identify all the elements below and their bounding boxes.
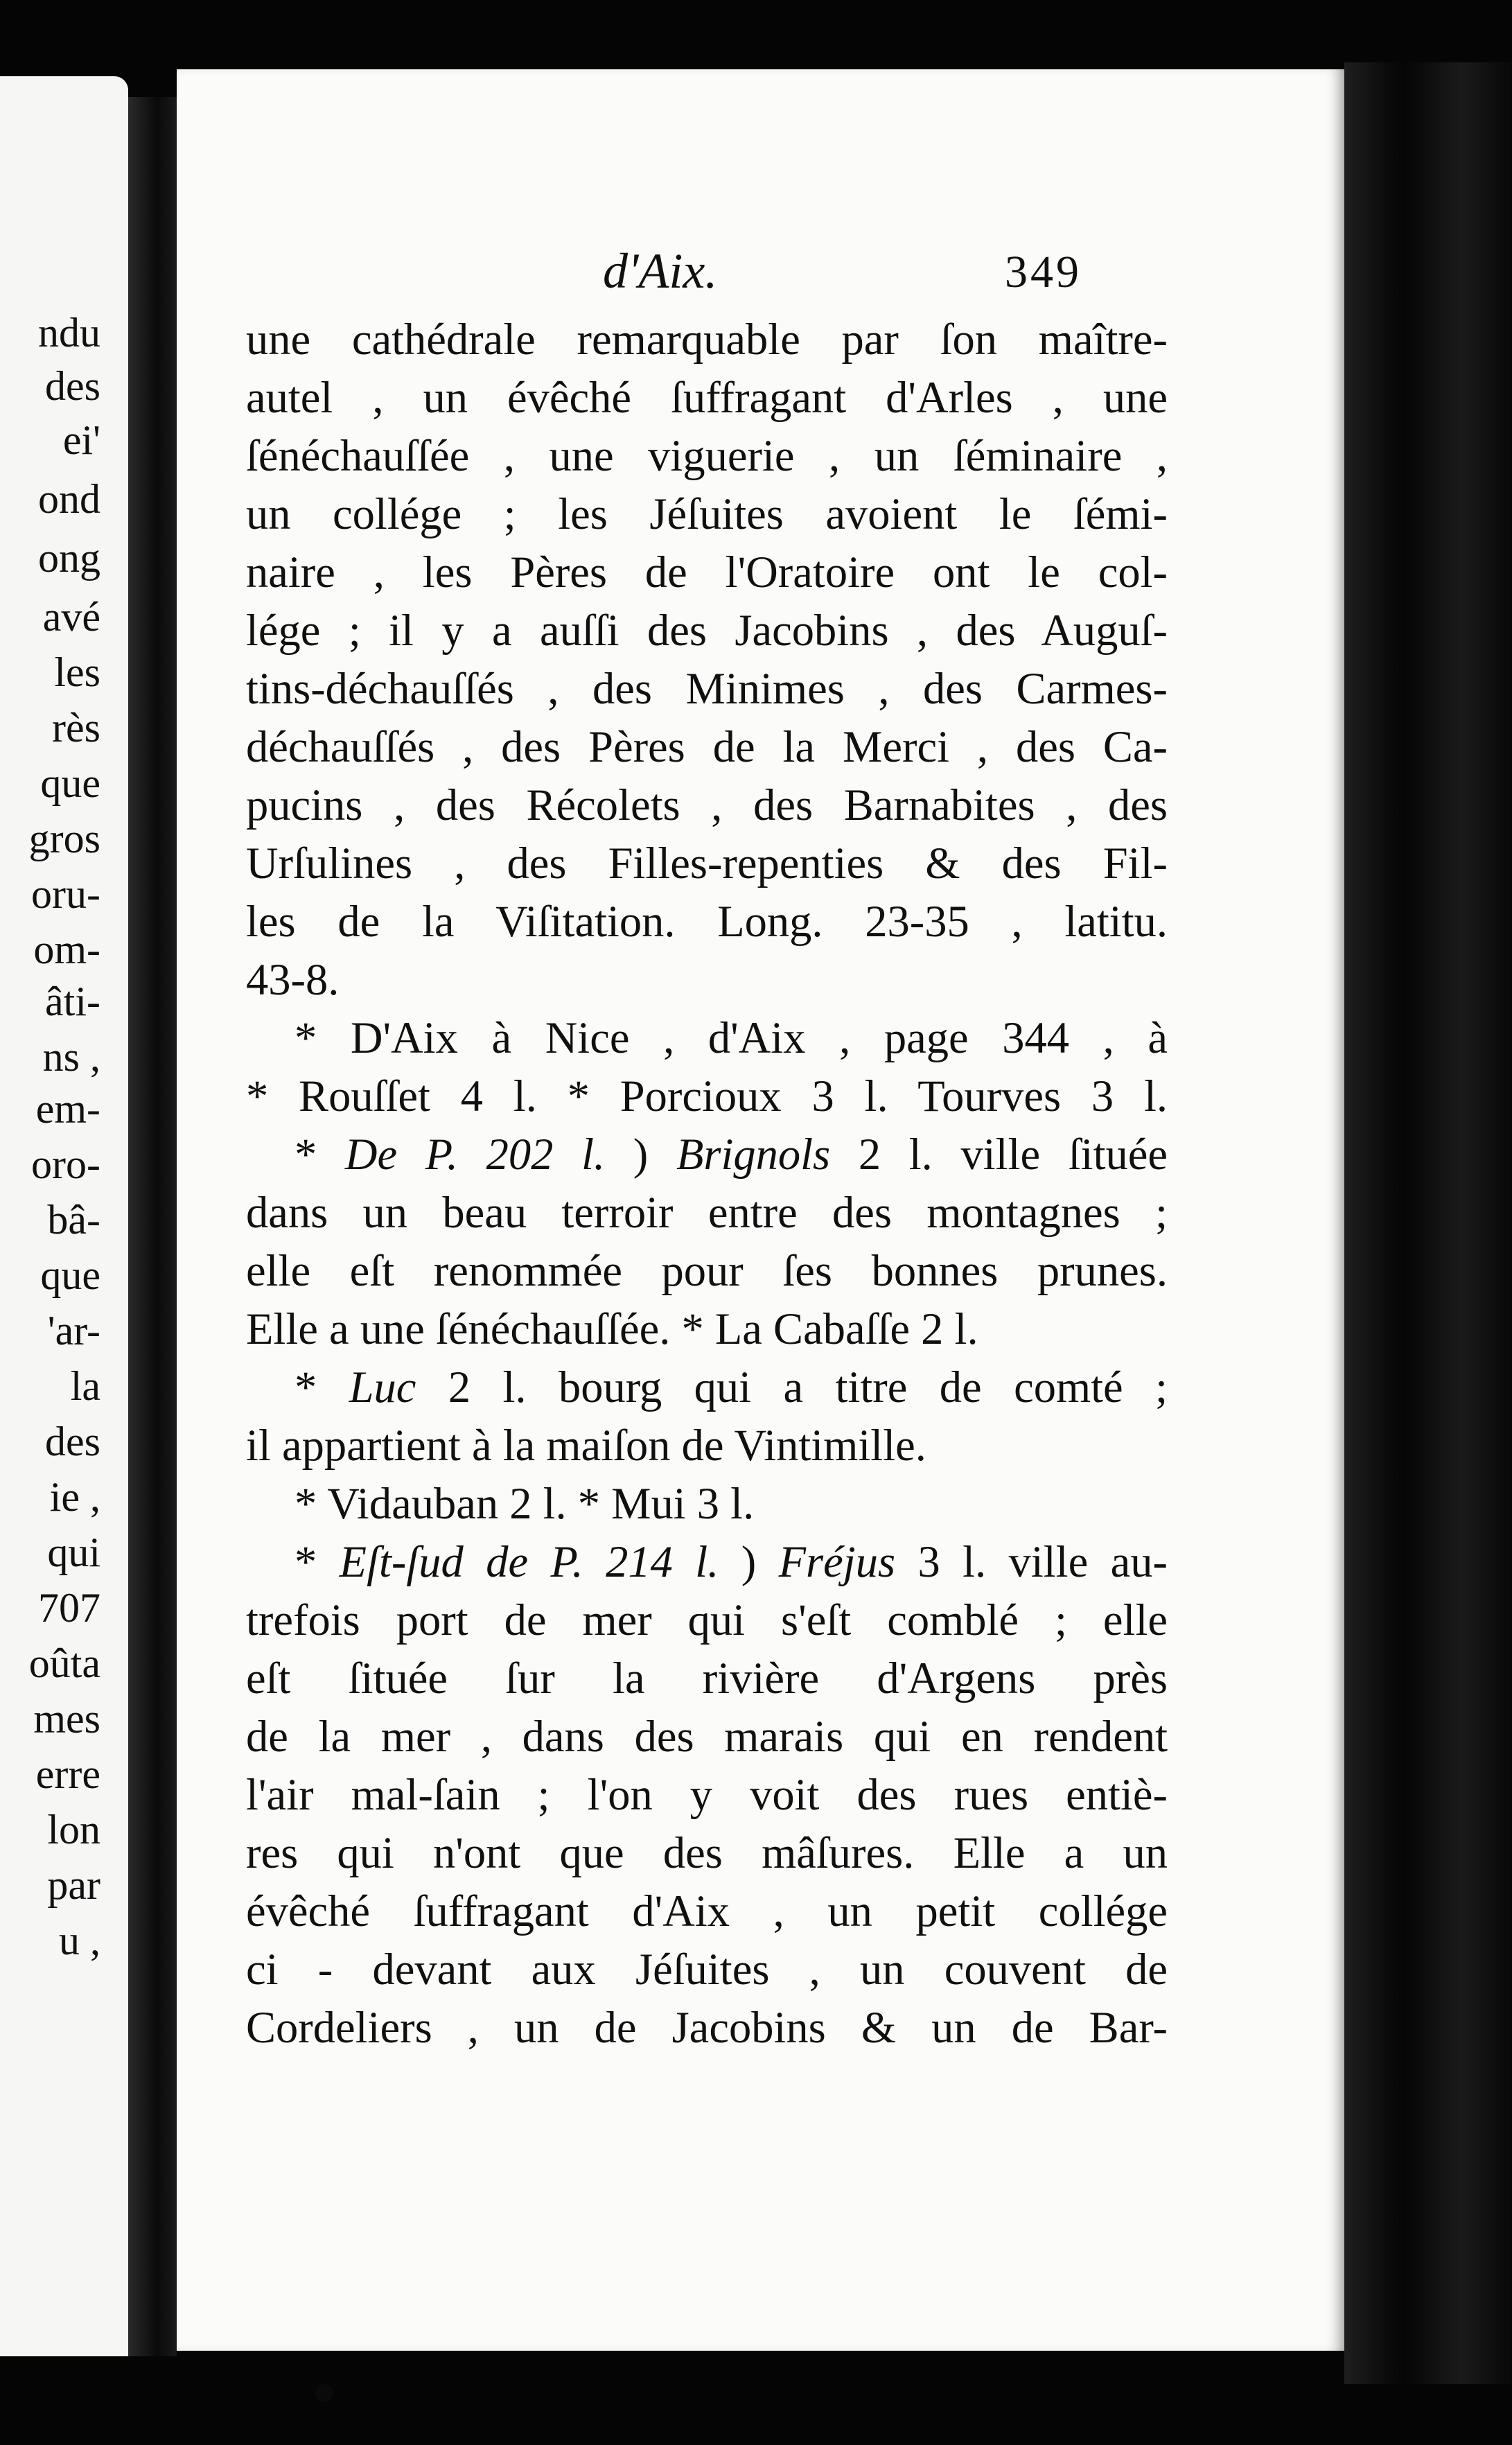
- running-head: d'Aix.: [603, 243, 718, 299]
- left-page-fragment: ong: [38, 535, 100, 581]
- left-page-fragment: ie ,: [49, 1474, 100, 1520]
- left-page-fragment: em-: [35, 1086, 100, 1132]
- page-number: 349: [1005, 247, 1082, 297]
- text-line: autel , un évêché ſuffragant d'Arles , une: [246, 373, 1168, 422]
- text-run: *: [295, 1537, 340, 1586]
- italic-run: Eſt-ſud de P. 214 l.: [339, 1537, 719, 1586]
- text-run: 2 l. ville ſituée: [830, 1130, 1168, 1179]
- left-page-fragment: oûta: [28, 1640, 100, 1686]
- text-line: de la mer , dans des marais qui en rendent: [246, 1712, 1168, 1761]
- italic-run: De P. 202 l.: [344, 1130, 606, 1179]
- text-run: ): [719, 1537, 779, 1586]
- text-line: 43-8.: [246, 955, 340, 1004]
- text-line: un collége ; les Jéſuites avoient le ſémi-: [246, 489, 1168, 538]
- text-line: naire , les Pères de l'Oratoire ont le col-: [246, 547, 1168, 597]
- italic-run: Fréjus: [778, 1537, 896, 1586]
- book-gutter: [128, 97, 177, 2356]
- text-line: tins-déchauſſés , des Minimes , des Carmes-: [246, 664, 1168, 713]
- left-page-fragment: oro-: [31, 1141, 100, 1187]
- page-header: [177, 170, 1344, 299]
- left-page-fragment: ndu: [38, 310, 100, 356]
- left-page-fragment: om-: [33, 927, 100, 972]
- text-line: une cathédrale remarquable par ſon maître-: [246, 315, 1168, 364]
- left-page-fragment: erre: [35, 1751, 100, 1797]
- text-line: dans un beau terroir entre des montagnes ;: [246, 1188, 1168, 1237]
- text-line: elle eſt renommée pour ſes bonnes prunes.: [246, 1246, 1168, 1295]
- text-line: Cordeliers , un de Jacobins & un de Bar-: [246, 2003, 1168, 2052]
- text-run: ): [605, 1130, 676, 1179]
- left-page-fragment: ond: [38, 476, 100, 522]
- left-page-fragment: 707: [38, 1585, 100, 1631]
- text-line: déchauſſés , des Pères de la Merci , des Ca-: [246, 722, 1168, 771]
- left-page-fragment: des: [45, 363, 100, 409]
- left-page-fragment: lon: [47, 1807, 100, 1852]
- text-line: [246, 1125, 1168, 1184]
- text-line: lége ; il y a auſſi des Jacobins , des Auguſ-: [246, 606, 1168, 655]
- left-page-fragment: ei': [62, 417, 100, 463]
- text-line: Elle a une ſénéchauſſée. * La Cabaſſe 2 l.: [246, 1304, 978, 1353]
- text-run: 2 l. bourg qui a titre de comté ;: [416, 1362, 1168, 1412]
- text-line: Urſulines , des Filles-repenties & des Fil-: [246, 839, 1168, 888]
- text-run: 3 l. ville au-: [895, 1537, 1168, 1586]
- body-text: [246, 310, 1168, 2057]
- left-page-fragment: gros: [28, 816, 100, 861]
- text-line: l'air mal-ſain ; l'on y voit des rues entiè-: [246, 1770, 1168, 1819]
- text-line: ci - devant aux Jéſuites , un couvent de: [246, 1945, 1168, 1994]
- text-line: évêché ſuffragant d'Aix , un petit collége: [246, 1886, 1168, 1936]
- ink-speck: [315, 2384, 333, 2402]
- left-page-fragment: des: [45, 1419, 100, 1464]
- left-page-fragment: rès: [52, 705, 100, 751]
- text-line: eſt ſituée ſur la rivière d'Argens près: [246, 1654, 1168, 1703]
- left-page-fragment: oru-: [31, 871, 100, 917]
- text-line: il appartient à la maiſon de Vintimille.: [246, 1421, 926, 1470]
- left-facing-page: [0, 76, 128, 2356]
- text-line: * Vidauban 2 l. * Mui 3 l.: [295, 1479, 755, 1528]
- text-run: *: [295, 1362, 349, 1412]
- text-line: ſénéchauſſée , une viguerie , un ſéminaire ,: [246, 431, 1168, 480]
- text-run: *: [295, 1130, 345, 1179]
- text-line: les de la Viſitation. Long. 23-35 , latitu.: [246, 897, 1168, 946]
- left-page-fragment: qui: [47, 1530, 100, 1575]
- left-page-fragment: la: [70, 1363, 100, 1409]
- italic-run: Brignols: [676, 1130, 831, 1179]
- text-line: res qui n'ont que des mâſures. Elle a un: [246, 1828, 1168, 1877]
- italic-run: Luc: [349, 1362, 416, 1412]
- left-page-fragment: ns ,: [42, 1034, 100, 1080]
- text-line: * Rouſſet 4 l. * Porcioux 3 l. Tourves 3 l.: [246, 1071, 1168, 1121]
- left-page-fragment: u ,: [59, 1918, 100, 1963]
- left-page-fragment: que: [40, 760, 100, 806]
- left-page-fragment: âti-: [45, 979, 100, 1024]
- text-line: * D'Aix à Nice , d'Aix , page 344 , à: [295, 1013, 1168, 1062]
- text-line: [246, 1533, 1168, 1591]
- text-line: trefois port de mer qui s'eſt comblé ; elle: [246, 1595, 1168, 1645]
- left-page-fragment: les: [54, 649, 100, 695]
- left-page-fragment: par: [47, 1862, 100, 1908]
- left-page-fragment: mes: [33, 1696, 100, 1742]
- text-line: [246, 1358, 1168, 1417]
- text-line: pucins , des Récolets , des Barnabites , des: [246, 780, 1168, 830]
- left-page-fragment: bâ-: [47, 1197, 100, 1243]
- left-page-fragment: 'ar-: [47, 1308, 100, 1353]
- left-page-fragment: que: [40, 1252, 100, 1298]
- page-edge-shadow: [1344, 62, 1512, 2384]
- left-page-fragment: avé: [42, 594, 100, 640]
